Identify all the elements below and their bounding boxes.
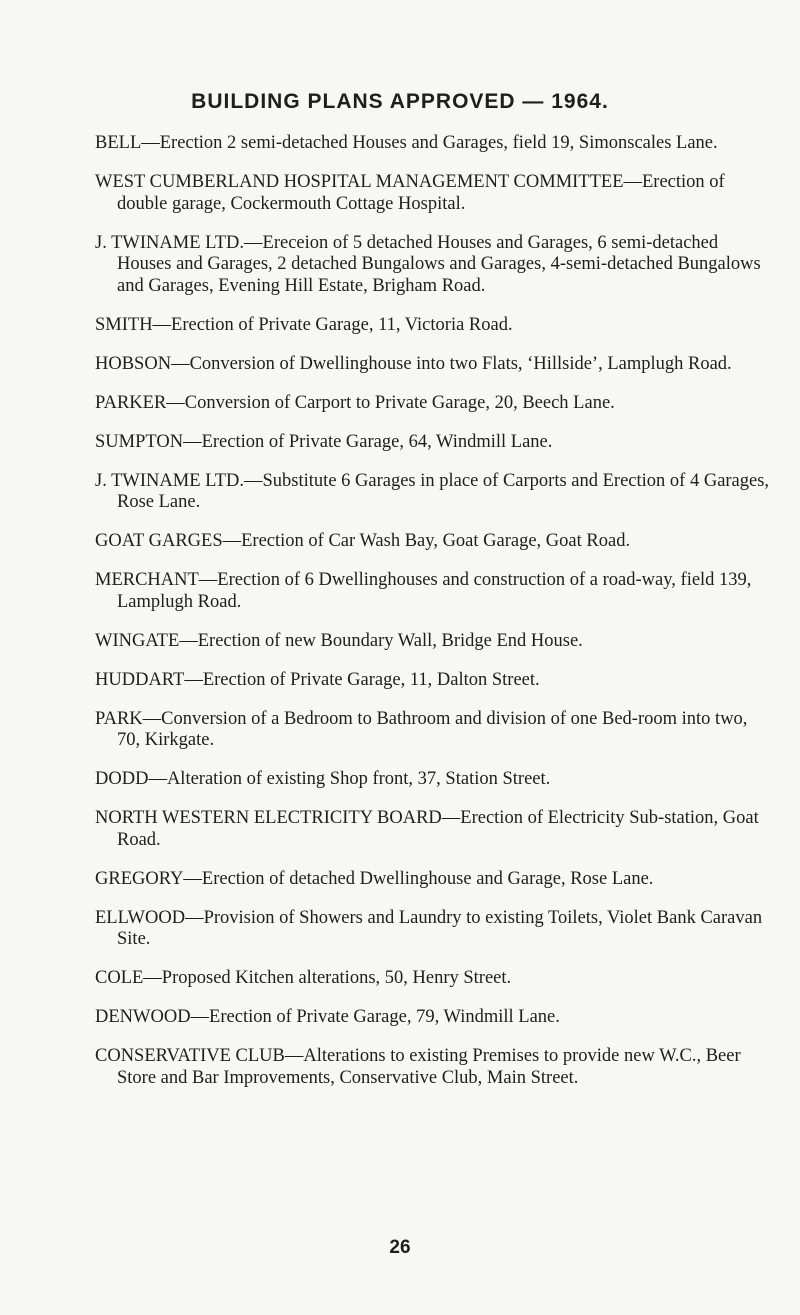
plan-entry: BELL—Erection 2 semi-detached Houses and Garages, field 19, Simonscales Lane.: [95, 133, 718, 153]
approved-plans-list: [95, 133, 775, 1107]
plan-entry: GOAT GARGES—Erection of Car Wash Bay, Goat Garage, Goat Road.: [95, 531, 631, 551]
plan-entry: J. TWINAME LTD.—Substitute 6 Garages in place of Carports and Erection of 4 Garages, Rose Lane.: [95, 470, 770, 512]
page-title: BUILDING PLANS APPROVED — 1964.: [191, 90, 609, 113]
plan-entry: SUMPTON—Erection of Private Garage, 64, Windmill Lane.: [95, 431, 553, 452]
plan-entry: J. TWINAME LTD.—Ereceion of 5 detached Houses and Garages, 6 semi-detached Houses and Garages, 2 detached Bungalows and Garages, 4-semi-detached Bungalows and Garages, Evening Hill Estate, Brigham Road.: [95, 232, 761, 296]
plan-entry: GREGORY—Erection of detached Dwellinghouse and Garage, Rose Lane.: [95, 868, 654, 889]
plan-entry: DENWOOD—Erection of Private Garage, 79, Windmill Lane.: [95, 1007, 560, 1027]
plan-entry: ELLWOOD—Provision of Showers and Laundry to existing Toilets, Violet Bank Caravan Site.: [95, 907, 763, 949]
plan-entry: CONSERVATIVE CLUB—Alterations to existing Premises to provide new W.C., Beer Store and Bar Improvements, Conservative Club, Main Street.: [95, 1046, 741, 1088]
plan-entry: SMITH—Erection of Private Garage, 11, Victoria Road.: [95, 314, 513, 335]
page-number: 26: [389, 1237, 411, 1258]
plan-entry: WINGATE—Erection of new Boundary Wall, Bridge End House.: [95, 630, 583, 651]
plan-entry: PARKER—Conversion of Carport to Private Garage, 20, Beech Lane.: [95, 392, 615, 413]
plan-entry: HUDDART—Erection of Private Garage, 11, Dalton Street.: [95, 669, 540, 690]
plan-entry: MERCHANT—Erection of 6 Dwellinghouses and construction of a road-way, field 139, Lamplugh Road.: [95, 570, 752, 612]
plan-entry: DODD—Alteration of existing Shop front, 37, Station Street.: [95, 769, 551, 789]
plan-entry: NORTH WESTERN ELECTRICITY BOARD—Erection of Electricity Sub-station, Goat Road.: [95, 808, 759, 850]
plan-entry: COLE—Proposed Kitchen alterations, 50, Henry Street.: [95, 968, 512, 988]
plan-entry: HOBSON—Conversion of Dwellinghouse into two Flats, ‘Hillside’, Lamplugh Road.: [95, 353, 732, 374]
plan-entry: PARK—Conversion of a Bedroom to Bathroom and division of one Bed-room into two, 70, Kirkgate.: [95, 708, 748, 750]
plan-entry: WEST CUMBERLAND HOSPITAL MANAGEMENT COMMITTEE—Erection of double garage, Cockermouth Cottage Hospital.: [95, 172, 725, 214]
